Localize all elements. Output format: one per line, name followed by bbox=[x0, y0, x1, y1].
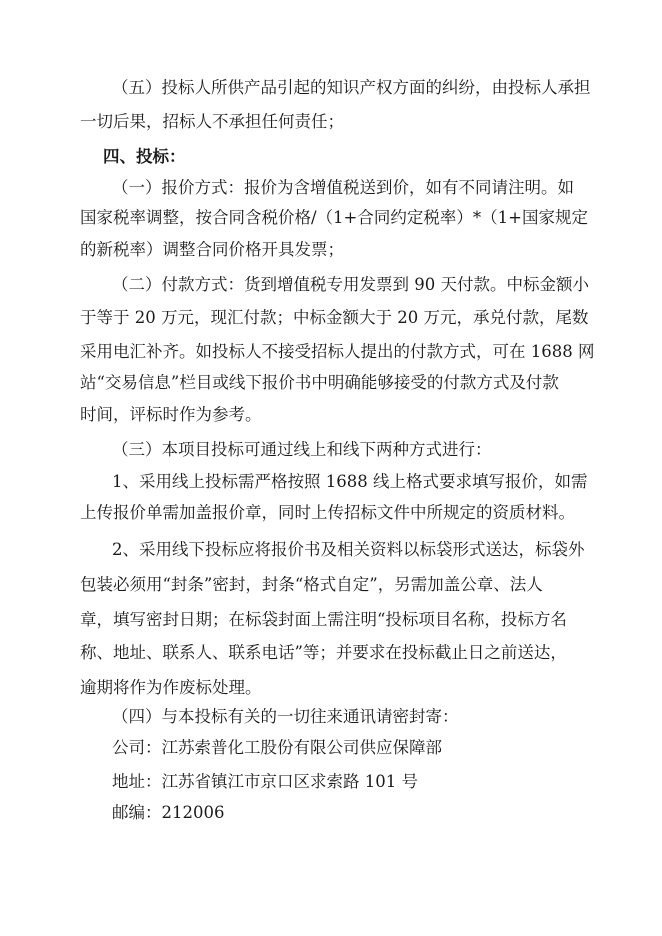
paragraph-line: 1、采用线上投标需严格按照 1688 线上格式要求填写报价，如需 bbox=[112, 472, 588, 491]
paragraph-line: 逾期将作为作废标处理。 bbox=[80, 678, 262, 697]
paragraph-line: 章，填写密封日期；在标袋封面上需注明“投标项目名称，投标方名 bbox=[80, 610, 567, 629]
paragraph-line: 一切后果，招标人不承担任何责任； bbox=[80, 112, 344, 131]
contact-postcode: 邮编：212006 bbox=[112, 803, 225, 822]
paragraph-line: 于等于 20 万元，现汇付款；中标金额大于 20 万元，承兑付款，尾数 bbox=[80, 308, 589, 327]
paragraph-line: （二）付款方式：货到增值税专用发票到 90 天付款。中标金额小 bbox=[112, 275, 589, 294]
paragraph-line: 包装必须用“封条”密封，封条“格式自定”，另需加盖公章、法人 bbox=[80, 575, 543, 594]
paragraph-line: （三）本项目投标可通过线上和线下两种方式进行： bbox=[112, 440, 492, 459]
paragraph-line: 采用电汇补齐。如投标人不接受招标人提出的付款方式，可在 1688 网 bbox=[80, 342, 595, 361]
paragraph-line: 的新税率）调整合同价格开具发票； bbox=[80, 240, 344, 259]
paragraph-line: 称、地址、联系人、联系电话”等；并要求在投标截止日之前送达， bbox=[80, 643, 567, 662]
section-heading: 四、投标： bbox=[103, 147, 186, 166]
contact-address: 地址：江苏省镇江市京口区求索路 101 号 bbox=[112, 772, 418, 791]
paragraph-line: （四）与本投标有关的一切往来通讯请密封寄： bbox=[112, 707, 459, 726]
paragraph-line: 国家税率调整，按合同含税价格/（1+合同约定税率）*（1+国家规定 bbox=[80, 208, 588, 227]
paragraph-line: 站“交易信息”栏目或线下报价书中明确能够接受的付款方式及付款 bbox=[80, 373, 559, 392]
paragraph-line: 时间，评标时作为参考。 bbox=[80, 405, 262, 424]
paragraph-line: 2、采用线下投标应将报价书及相关资料以标袋形式送达，标袋外 bbox=[112, 540, 585, 559]
paragraph-line: 上传报价单需加盖报价章，同时上传招标文件中所规定的资质材料。 bbox=[80, 503, 575, 522]
paragraph-line: （一）报价方式：报价为含增值税送到价，如有不同请注明。如 bbox=[112, 178, 574, 197]
paragraph-line: （五）投标人所供产品引起的知识产权方面的纠纷，由投标人承担 bbox=[112, 78, 591, 97]
contact-company: 公司：江苏索普化工股份有限公司供应保障部 bbox=[112, 738, 442, 757]
